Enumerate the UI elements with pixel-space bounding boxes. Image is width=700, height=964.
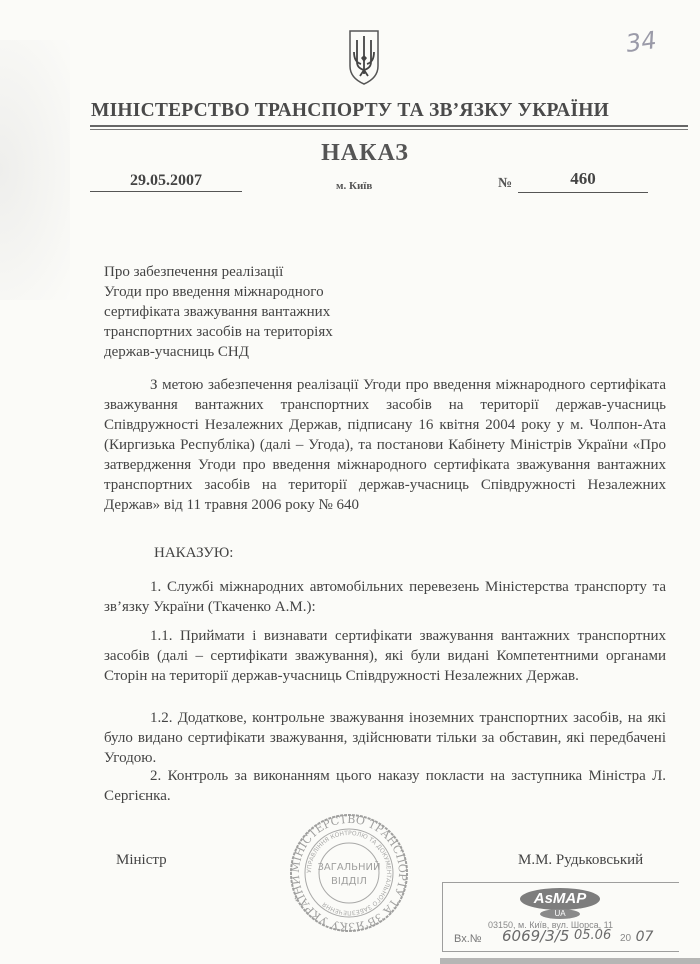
subject-line: Про забезпечення реалізації (104, 264, 284, 280)
seal-center-line-1: ЗАГАЛЬНИЙ (317, 862, 381, 873)
seal-center-line-2: ВІДДІЛ (331, 876, 367, 887)
order-date: 29.05.2007 (90, 172, 242, 192)
registration-address: 03150, м. Київ, вул. Шорса, 11 (488, 920, 614, 930)
signatory-name: М.М. Рудьковський (518, 852, 644, 868)
item-1-1-text: 1.1. Приймати і визнавати сертифікати зважування вантажних транспортних засобів (далі – сертифікати зважування), які були видані Компетентними органами Сторін на території держав-учасниць Співдружності Незалежних Держав. (104, 628, 666, 684)
item-1-2-text: 1.2. Додаткове, контрольне зважування іноземних транспортних засобів, на які було видано сертифікати зважування, здійснювати тільки за обставин, які передбачені Угодою. (104, 710, 666, 766)
seal-outer-text: МІНІСТЕРСТВО ТРАНСПОРТУ ТА ЗВ'ЯЗКУ УКРАЇНИ (288, 812, 410, 934)
trident-coat-of-arms-icon (347, 28, 381, 86)
order-number: 460 (518, 169, 648, 193)
incoming-number: 6069/3/5 (502, 927, 570, 945)
item-1 (104, 577, 666, 617)
subject-line: сертифіката зважування вантажних (104, 304, 331, 320)
header-divider (90, 125, 688, 127)
order-word: НАКАЗУЮ: (154, 545, 234, 561)
order-city: м. Київ (336, 180, 373, 192)
asmap-logo: AsMAP (520, 888, 600, 910)
subject-line: транспортних засобів на територіях (104, 324, 333, 340)
scan-bottom-edge (440, 958, 700, 964)
item-2-text: 2. Контроль за виконанням цього наказу покласти на заступника Міністра Л. Сергієнка. (104, 768, 666, 804)
year-prefix: 20 (620, 933, 632, 944)
asmap-logo-sub: UA (540, 909, 580, 919)
incoming-year (620, 929, 653, 945)
preamble-text: З метою забезпечення реалізації Угоди про введення міжнародного сертифіката зважування вантажних транспортних засобів на території держав-учасниць Співдружності Незалежних Держав, підписану 16 квітня 2004 року у м. Чолпон-Ата (Киргизька Республіка) (далі – Угода), та постанови Кабінету Міністрів України «Про затвердження Угоди про введення міжнародного сертифіката зважування вантажних транспортних засобів на території держав-учасниць Співдружності Незалежних Держав» від 11 травня 2006 року № 640 (104, 377, 666, 513)
subject-line: держав-учасниць СНД (104, 344, 249, 360)
document-title: НАКАЗ (321, 140, 409, 166)
scan-shadow (0, 40, 70, 300)
order-subject (104, 262, 333, 362)
item-2 (104, 766, 666, 806)
incoming-label: Вх.№ (454, 933, 482, 945)
year-value: 07 (635, 929, 654, 945)
item-1-text: 1. Службі міжнародних автомобільних перевезень Міністерства транспорту та зв’язку України (Ткаченко А.М.): (104, 579, 666, 615)
signatory-position: Міністр (116, 852, 167, 868)
general-department-seal (288, 812, 410, 934)
item-1-2 (104, 708, 666, 768)
ministry-name: МІНІСТЕРСТВО ТРАНСПОРТУ ТА ЗВ’ЯЗКУ УКРАЇНИ (91, 100, 609, 121)
subject-line: Угоди про введення міжнародного (104, 284, 324, 300)
handwritten-page-number: 34 (624, 26, 659, 58)
incoming-date: 05.06 (574, 928, 612, 943)
preamble-paragraph (104, 375, 666, 515)
item-1-1 (104, 626, 666, 686)
registration-stamp (442, 882, 700, 956)
seal-inner-ring-text: УПРАВЛІННЯ КОНТРОЛЮ ТА ДОКУМЕНТАЛЬНОГО ЗАБЕЗПЕЧЕННЯ (305, 829, 393, 917)
number-sign: № (498, 176, 513, 191)
header-divider-thin (90, 129, 688, 130)
